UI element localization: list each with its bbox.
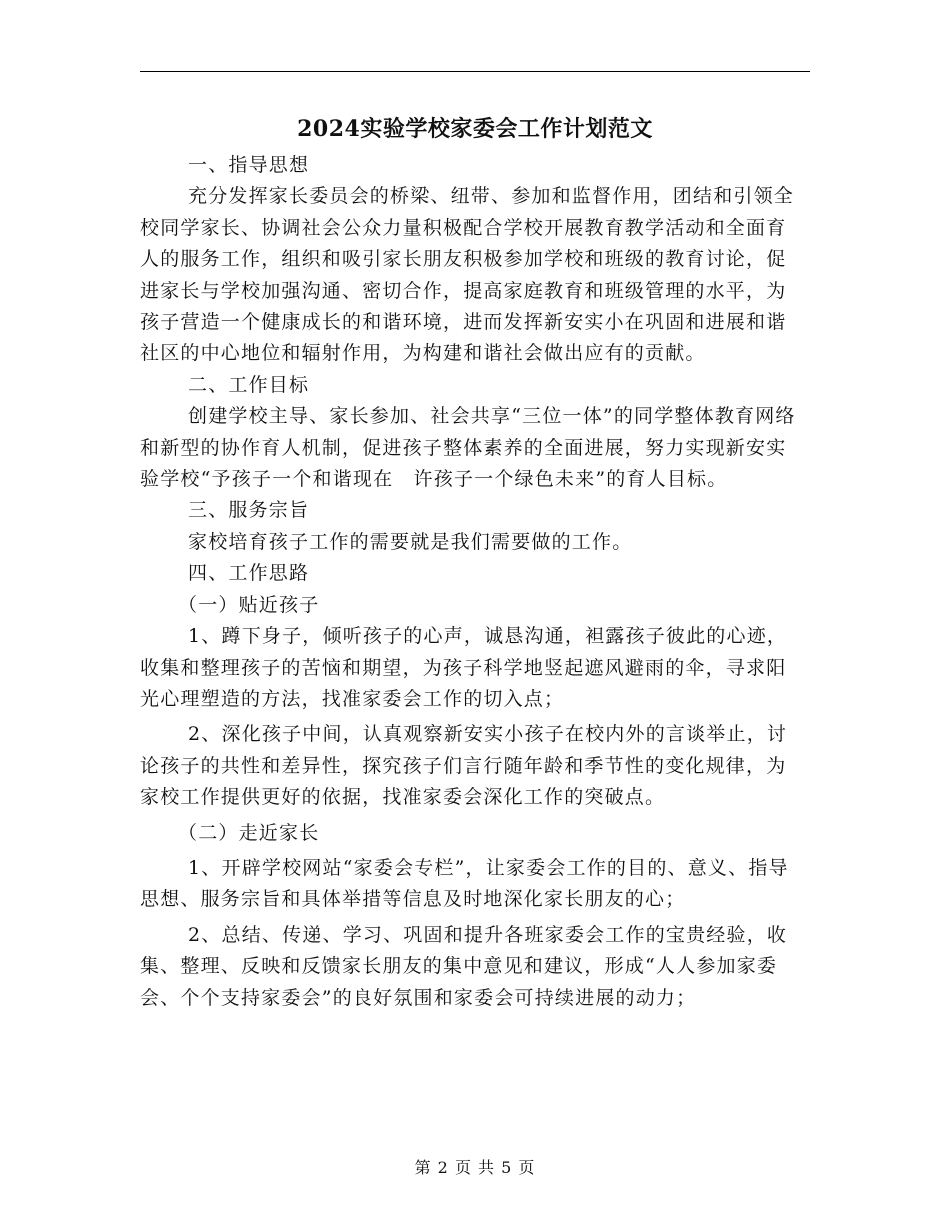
document-body <box>140 150 800 1014</box>
section-heading-work-approach: 四、工作思路 <box>188 562 310 585</box>
list-item-children-1: 1、蹲下身子，倾听孩子的心声，诚恳沟通，袒露孩子彼此的心迹，收集和整理孩子的苦恼和期望，为孩子科学地竖起遮风避雨的伞，寻求阳光心理塑造的方法，找准家委会工作的切入点； <box>140 625 788 710</box>
page-number-footer: 第 2 页 共 5 页 <box>414 1158 536 1177</box>
paragraph-guiding-ideology: 充分发挥家长委员会的桥梁、纽带、参加和监督作用，团结和引领全校同学家长、协调社会公众力量积极配合学校开展教育教学活动和全面育人的服务工作，组织和吸引家长朋友积极参加学校和班级的教育讨论，促进家长与学校加强沟通、密切合作，提高家庭教育和班级管理的水平，为孩子营造一个健康成长的和谐环境，进而发挥新安实小在巩固和进展和谐社区的中心地位和辐射作用，为构建和谐社会做出应有的贡献。 <box>140 185 795 365</box>
subsection-heading-close-to-parents: （二）走近家长 <box>178 821 320 844</box>
list-item-parents-1: 1、开辟学校网站“家委会专栏”，让家委会工作的目的、意义、指导思想、服务宗旨和具体举措等信息及时地深化家长朋友的心； <box>140 856 789 911</box>
list-item-children-2: 2、深化孩子中间，认真观察新安实小孩子在校内外的言谈举止，讨论孩子的共性和差异性，探究孩子们言行随年龄和季节性的变化规律，为家校工作提供更好的依据，找准家委会深化工作的突破点。 <box>140 723 788 809</box>
paragraph-work-goals: 创建学校主导、家长参加、社会共享“三位一体”的同学整体教育网络和新型的协作育人机制，促进孩子整体素养的全面进展，努力实现新安实验学校“予孩子一个和谐现在 许孩子一个绿色未来”的育人目标。 <box>140 405 796 491</box>
subsection-heading-close-to-children: （一）贴近孩子 <box>178 593 320 616</box>
list-item-parents-2: 2、总结、传递、学习、巩固和提升各班家委会工作的宝贵经验，收集、整理、反映和反馈家长朋友的集中意见和建议，形成“人人参加家委会、个个支持家委会”的良好氛围和家委会可持续进展的动力； <box>140 923 788 1009</box>
header-rule <box>140 71 810 72</box>
section-heading-work-goals: 二、工作目标 <box>188 373 310 396</box>
document-title: 2024实验学校家委会工作计划范文 <box>297 116 653 142</box>
paragraph-service-purpose: 家校培育孩子工作的需要就是我们需要做的工作。 <box>188 530 633 553</box>
section-heading-service-purpose: 三、服务宗旨 <box>188 499 310 522</box>
section-heading-guiding-ideology: 一、指导思想 <box>188 154 310 176</box>
